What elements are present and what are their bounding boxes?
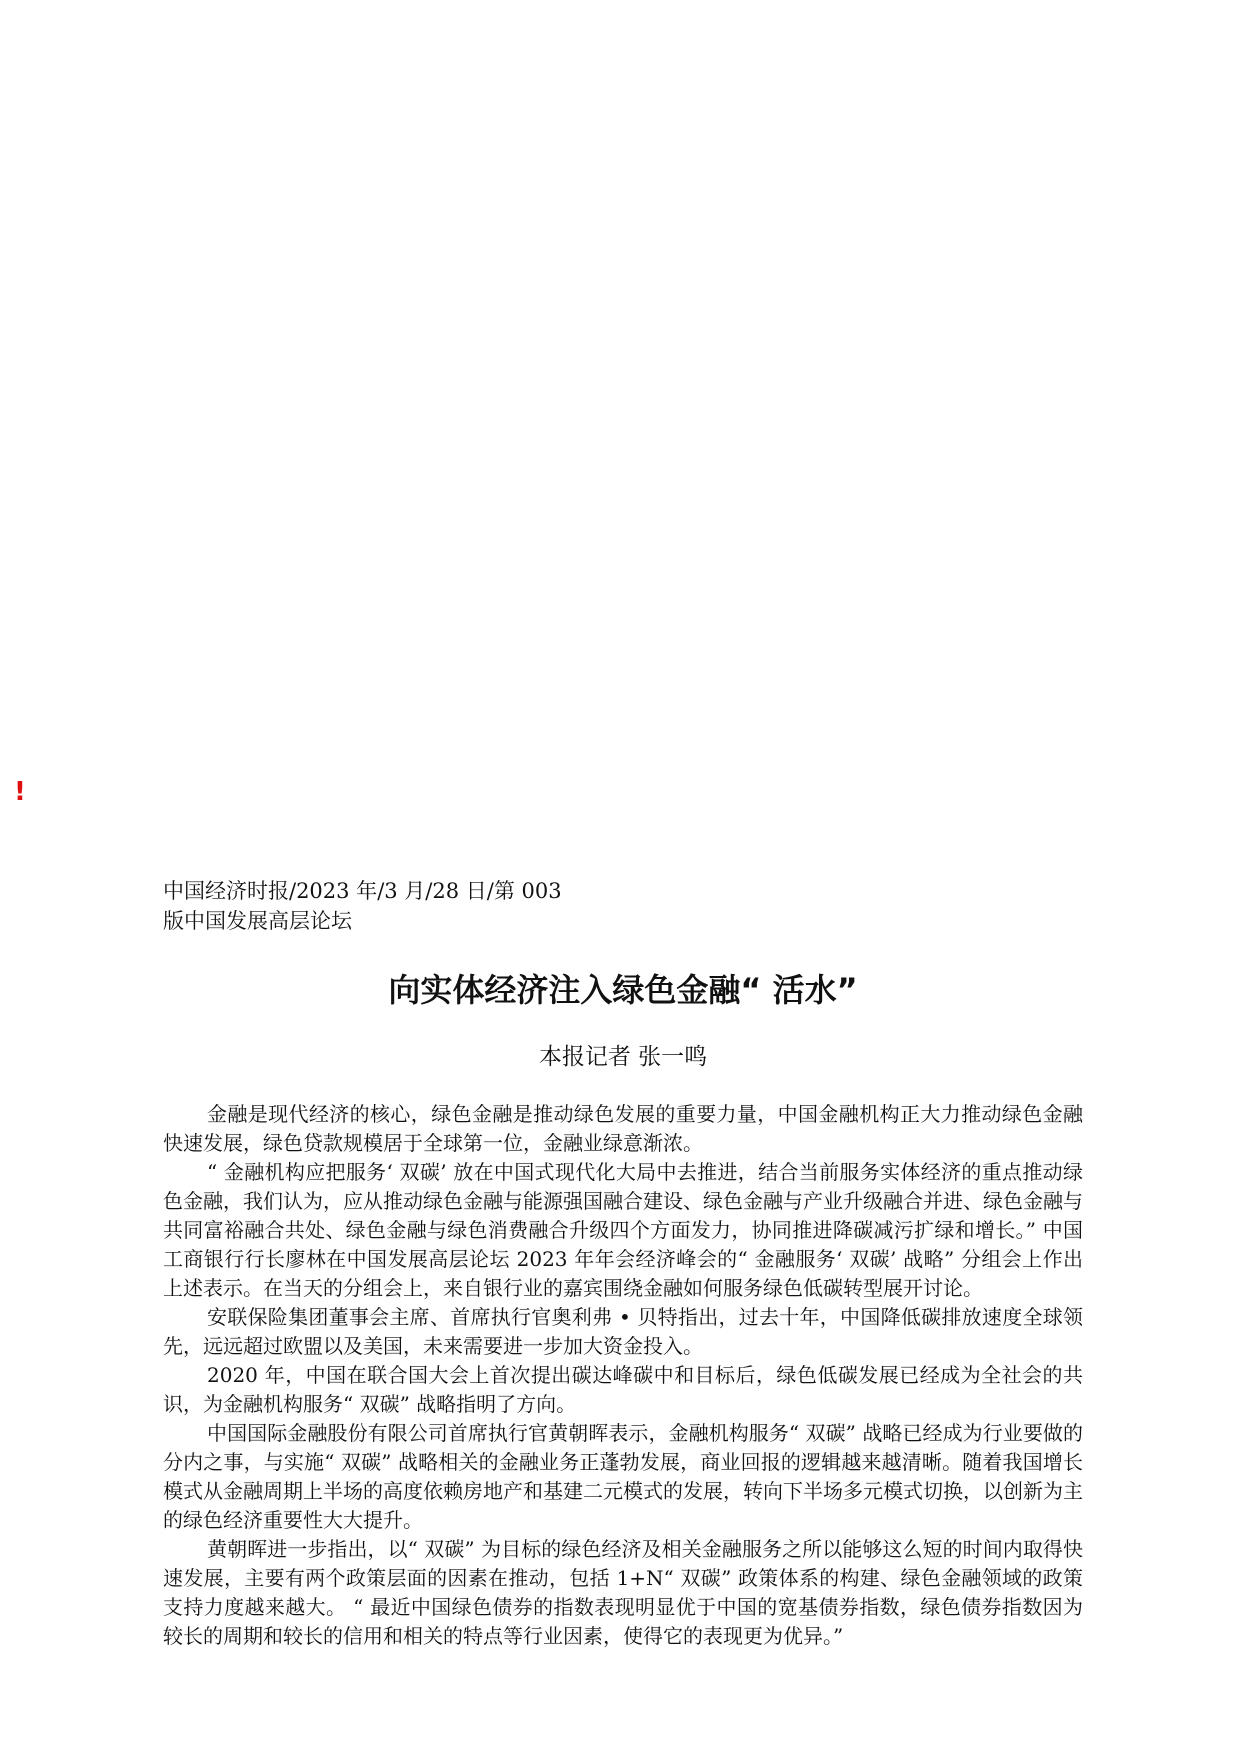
paragraph: 中国国际金融股份有限公司首席执行官黄朝晖表示，金融机构服务“ 双碳” 战略已经成为行业要做的分内之事，与实施“ 双碳” 战略相关的金融业务正蓬勃发展，商业回报的逻辑越来越清晰。随着我国增长模式从金融周期上半场的高度依赖房地产和基建二元模式的发展，转向下半场多元模式切换，以创新为主的绿色经济重要性大大提升。: [163, 1421, 1083, 1532]
paragraph: 黄朝晖进一步指出，以“ 双碳” 为目标的绿色经济及相关金融服务之所以能够这么短的时间内取得快速发展，主要有两个政策层面的因素在推动，包括 1+N“ 双碳” 政策体系的构建、绿色金融领域的政策支持力度越来越大。 “ 最近中国绿色债券的指数表现明显优于中国的宽基债券指数，绿色债券指数因为较长的周期和较长的信用和相关的特点等行业因素，使得它的表现更为优异。”: [163, 1537, 1083, 1648]
alert-marker: !: [14, 777, 26, 807]
article-byline: 本报记者 张一鸣: [538, 1044, 708, 1070]
paragraph: 安联保险集团董事会主席、首席执行官奥利弗 • 贝特指出，过去十年，中国降低碳排放速度全球领先，远远超过欧盟以及美国，未来需要进一步加大资金投入。: [163, 1305, 1083, 1358]
article-title: 向实体经济注入绿色金融“ 活水”: [388, 971, 858, 1009]
publication-header: [163, 876, 583, 936]
paragraph: 2020 年，中国在联合国大会上首次提出碳达峰碳中和目标后，绿色低碳发展已经成为全社会的共识，为金融机构服务“ 双碳” 战略指明了方向。: [163, 1363, 1083, 1416]
paragraph: “ 金融机构应把服务‘ 双碳’ 放在中国式现代化大局中去推进，结合当前服务实体经济的重点推动绿色金融，我们认为，应从推动绿色金融与能源强国融合建设、绿色金融与产业升级融合并进、绿色金融与共同富裕融合共处、绿色金融与绿色消费融合升级四个方面发力，协同推进降碳减污扩绿和增长。” 中国工商银行行长廖林在中国发展高层论坛 2023 年年会经济峰会的“ 金融服务‘ 双碳’ 战略” 分组会上作出上述表示。在当天的分组会上，来自银行业的嘉宾围绕金融如何服务绿色低碳转型展开讨论。: [163, 1160, 1083, 1300]
article-body: [163, 1100, 1083, 1651]
publication-section-line: 版中国发展高层论坛: [163, 909, 352, 933]
publication-source-line: 中国经济时报/2023 年/3 月/28 日/第 003: [163, 879, 562, 903]
paragraph: 金融是现代经济的核心，绿色金融是推动绿色发展的重要力量，中国金融机构正大力推动绿色金融快速发展，绿色贷款规模居于全球第一位，金融业绿意渐浓。: [163, 1102, 1083, 1155]
